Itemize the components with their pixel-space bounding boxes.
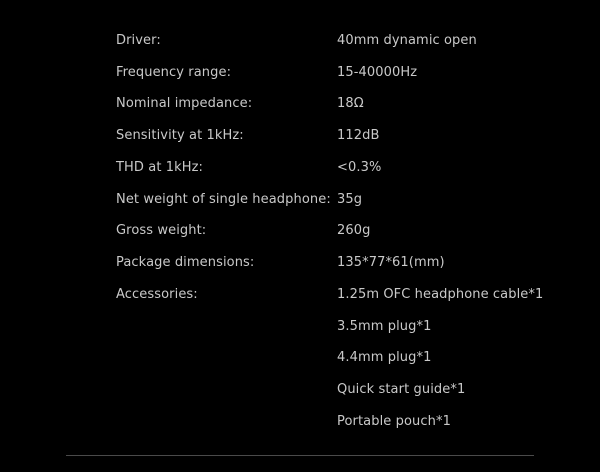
spec-value: 135*77*61(mm)	[337, 255, 445, 270]
spec-row-sensitivity	[0, 128, 600, 160]
spec-value: 4.4mm plug*1	[337, 350, 432, 365]
spec-value: 18Ω	[337, 96, 364, 111]
spec-label: Sensitivity at 1kHz:	[116, 128, 244, 143]
spec-label: Gross weight:	[116, 223, 207, 238]
spec-value: 35g	[337, 192, 363, 207]
spec-row-accessory	[0, 350, 600, 382]
spec-value: 1.25m OFC headphone cable*1	[337, 287, 544, 302]
spec-value: <0.3%	[337, 160, 382, 175]
spec-row-package-dimensions	[0, 255, 600, 287]
spec-row-accessory	[0, 319, 600, 351]
spec-row-accessory	[0, 414, 600, 446]
spec-label: Accessories:	[116, 287, 198, 302]
spec-value: 112dB	[337, 128, 380, 143]
spec-value: 260g	[337, 223, 371, 238]
spec-row-driver	[0, 33, 600, 65]
spec-row-impedance	[0, 96, 600, 128]
spec-label: Frequency range:	[116, 65, 232, 80]
spec-label: Driver:	[116, 33, 161, 48]
spec-value: Portable pouch*1	[337, 414, 451, 429]
spec-value: Quick start guide*1	[337, 382, 466, 397]
spec-label: THD at 1kHz:	[116, 160, 204, 175]
spec-value: 15-40000Hz	[337, 65, 418, 80]
spec-row-gross-weight	[0, 223, 600, 255]
spec-row-accessories	[0, 287, 600, 319]
spec-row-net-weight	[0, 192, 600, 224]
spec-row-accessory	[0, 382, 600, 414]
spec-row-thd	[0, 160, 600, 192]
bottom-divider	[66, 455, 534, 456]
spec-value: 3.5mm plug*1	[337, 319, 432, 334]
spec-row-frequency-range	[0, 65, 600, 97]
spec-label: Package dimensions:	[116, 255, 255, 270]
spec-label: Net weight of single headphone:	[116, 192, 331, 207]
spec-value: 40mm dynamic open	[337, 33, 477, 48]
spec-label: Nominal impedance:	[116, 96, 253, 111]
